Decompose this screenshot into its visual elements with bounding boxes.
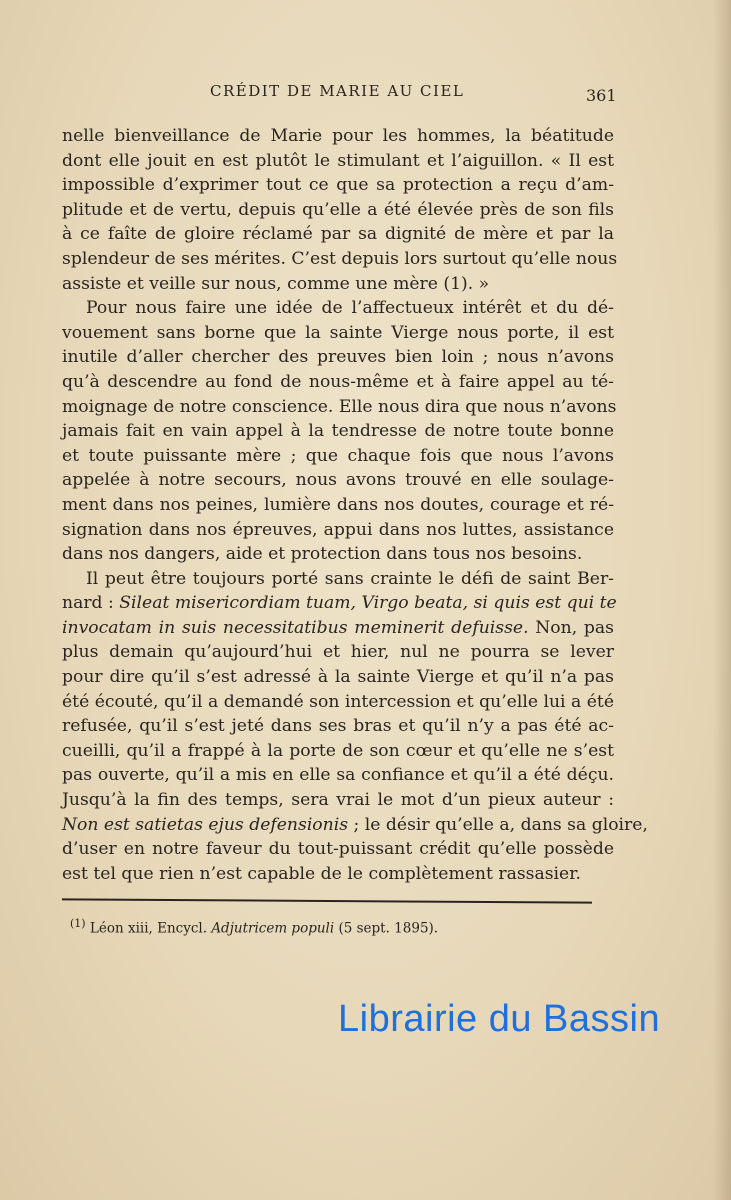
text-line [62,690,614,715]
text-line: jamais fait en vain appel à la tendresse de notre toute bonne [62,421,614,442]
text-line: dont elle jouit en est plutôt le stimulant et l’aiguillon. « Il est [62,150,614,171]
running-head: CRÉDIT DE MARIE AU CIEL [210,82,465,100]
text-line: assiste et veille sur nous, comme une mère (1). » [62,273,490,294]
seller-watermark: Librairie du Bassin [338,998,661,1040]
text-line: plitude et de vertu, depuis qu’elle a été élevée près de son fils [62,199,614,220]
text-line [62,862,614,887]
page-number: 361 [586,86,617,105]
text-line: vouement sans borne que la sainte Vierge nous porte, il est [62,322,614,343]
text-line: ment dans nos peines, lumière dans nos doutes, courage et ré- [62,494,614,515]
text-line: et toute puissante mère ; que chaque fois que nous l’avons [62,445,614,466]
text-line: signation dans nos épreuves, appui dans nos luttes, assistance [62,519,614,540]
text-run: Jusqu’à la fin des temps, sera vrai le mot d’un pieux auteur : [62,790,614,811]
text-line [62,837,614,862]
text-line [62,763,614,788]
text-run: nard : [62,593,120,614]
text-line [62,813,648,838]
latin-quote: Non est satietas ejus defensionis [62,814,349,835]
footnote-title: Adjutricem populi [211,920,335,937]
footnote-text: Léon xiii, Encycl. [89,920,212,937]
latin-quote: invocatam in suis necessitatibus meminerit defuisse. [62,617,529,638]
text-line [62,567,614,592]
footnote-date: (5 sept. 1895). [334,920,439,937]
body-text [62,124,648,886]
text-line [62,788,614,813]
text-line: moignage de notre conscience. Elle nous dira que nous n’avons [62,396,617,417]
text-run: cueilli, qu’il a frappé à la porte de son cœur et qu’elle ne s’est [62,740,614,761]
text-line: splendeur de ses mérites. C’est depuis lors surtout qu’elle nous [62,248,618,269]
text-run: d’user en notre faveur du tout-puissant crédit qu’elle possède [62,839,614,860]
latin-quote: Sileat misericordiam tuam, Virgo beata, si quis est qui te [119,593,617,614]
footnote-marker: (1) [70,917,86,930]
text-line [62,640,614,665]
text-run: Il peut être toujours porté sans crainte le défi de saint Ber- [86,568,614,589]
text-line [62,739,614,764]
text-line [62,591,617,616]
text-run: pas ouverte, qu’il a mis en elle sa confiance et qu’il a été déçu. [62,765,614,786]
text-line: appelée à notre secours, nous avons trouvé en elle soulage- [62,470,614,491]
text-line: impossible d’exprimer tout ce que sa protection a reçu d’am- [62,175,614,196]
text-line [62,714,614,739]
page-edge-shadow [713,0,731,1200]
text-line [62,665,614,690]
text-run: ; le désir qu’elle a, dans sa gloire, [348,814,648,835]
text-line: inutile d’aller chercher des preuves bien loin ; nous n’avons [62,347,614,368]
text-run: Non, pas [528,617,614,638]
text-line: qu’à descendre au fond de nous-même et à faire appel au té- [62,371,614,392]
text-line: Pour nous faire une idée de l’affectueux intérêt et du dé- [86,298,614,319]
text-run: été écouté, qu’il a demandé son intercession et qu’elle lui a été [62,691,614,712]
text-line: dans nos dangers, aide et protection dans tous nos besoins. [62,544,583,565]
text-run: est tel que rien n’est capable de le complètement rassasier. [62,863,582,884]
text-line: nelle bienveillance de Marie pour les hommes, la béatitude [62,126,614,146]
footnote [70,917,438,937]
footnote-divider [62,898,592,903]
text-run: pour dire qu’il s’est adressé à la sainte Vierge et qu’il n’a pas [62,667,614,688]
text-run: refusée, qu’il s’est jeté dans ses bras et qu’il n’y a pas été ac- [62,716,614,737]
text-line: à ce faîte de gloire réclamé par sa dignité de mère et par la [62,224,614,245]
text-line [62,616,614,641]
text-run: plus demain qu’aujourd’hui et hier, nul ne pourra se lever [62,642,614,663]
